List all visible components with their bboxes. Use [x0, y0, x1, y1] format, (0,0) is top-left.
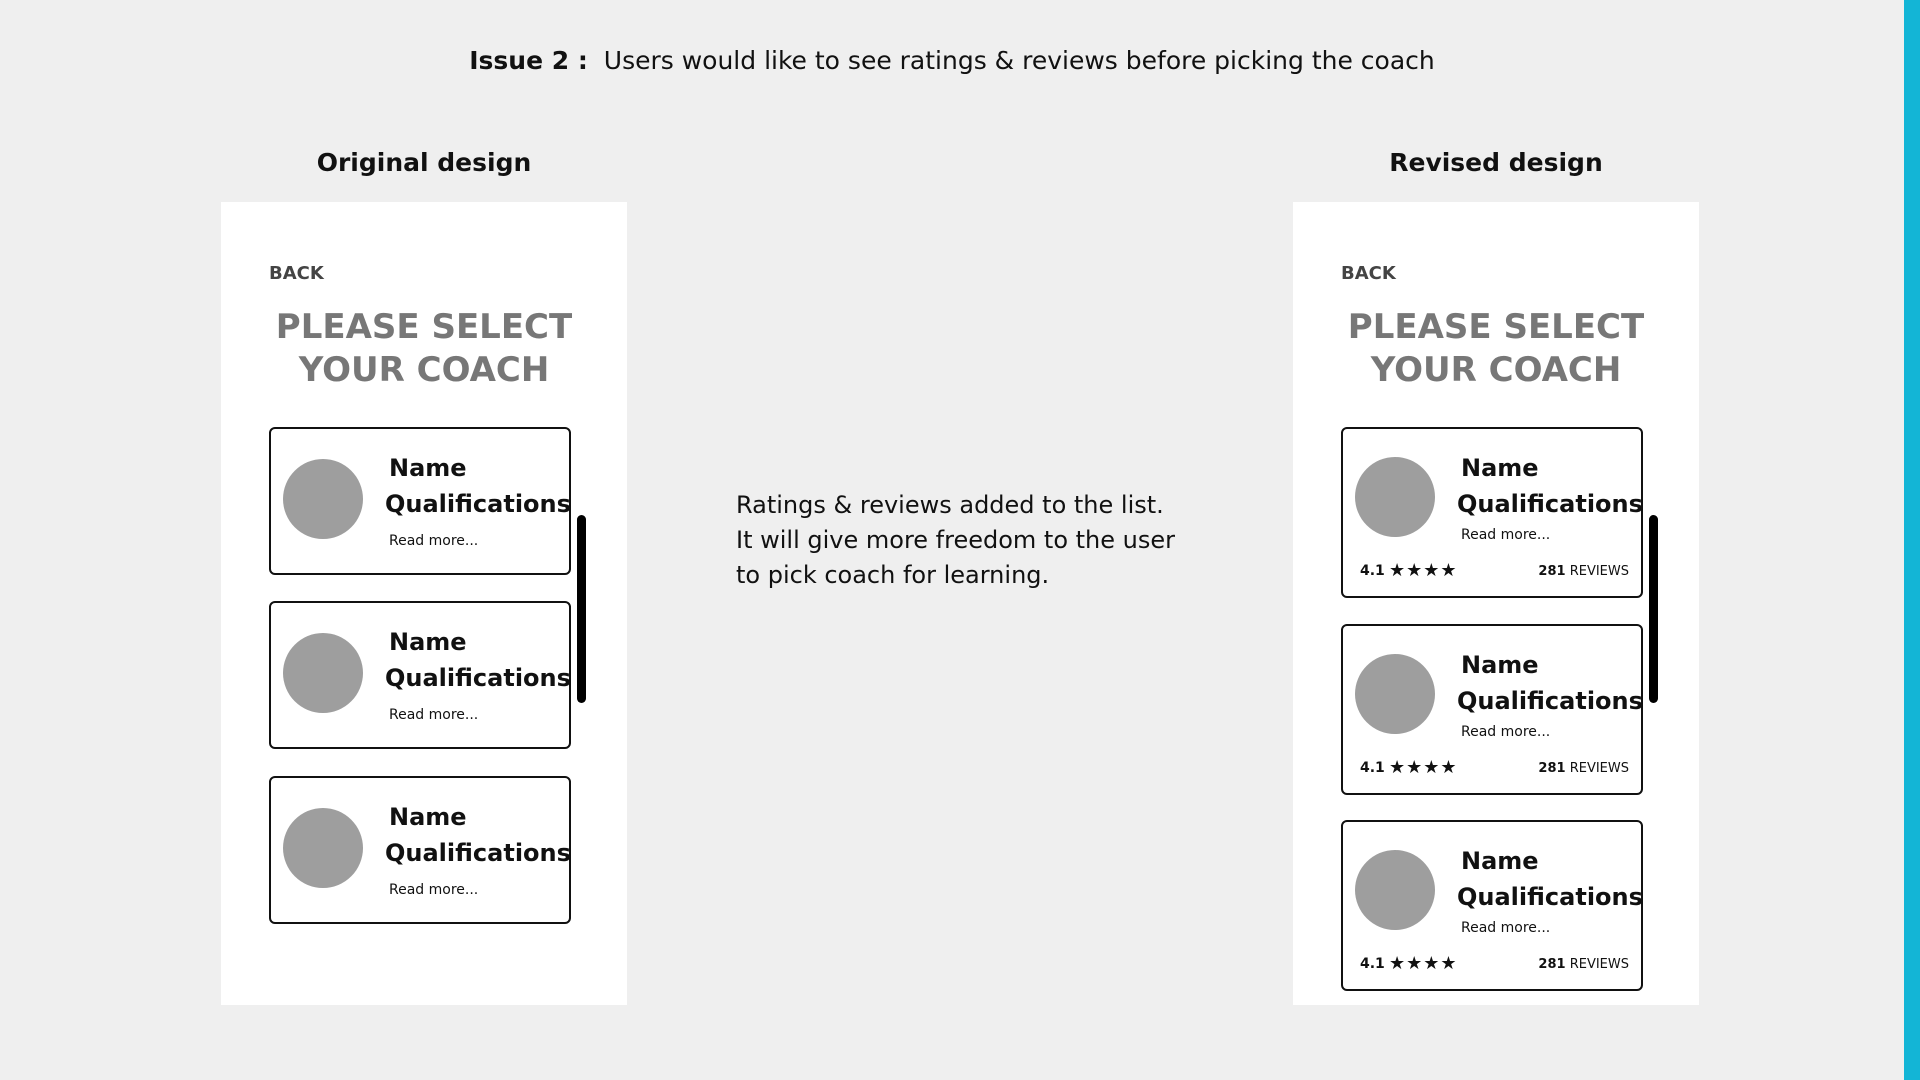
back-button[interactable]: BACK: [1341, 263, 1396, 284]
avatar: [1355, 654, 1435, 734]
review-count[interactable]: [1538, 761, 1629, 776]
avatar: [283, 459, 363, 539]
page-title-line2: YOUR COACH: [1370, 350, 1622, 390]
review-count[interactable]: [1538, 957, 1629, 972]
star-rating-icon: ★★★★: [1389, 560, 1458, 581]
coach-qualifications: Qualifications: [1457, 490, 1643, 518]
avatar: [283, 633, 363, 713]
star-rating-icon: ★★★★: [1389, 953, 1458, 974]
coach-qualifications: Qualifications: [1457, 883, 1643, 911]
page-title-line2: YOUR COACH: [298, 350, 550, 390]
issue-text: Users would like to see ratings & reviews before picking the coach: [603, 46, 1435, 75]
coach-name: Name: [389, 803, 467, 831]
review-count-number: 281: [1538, 957, 1566, 972]
coach-card[interactable]: [1341, 820, 1643, 991]
coach-card[interactable]: [269, 601, 571, 749]
avatar: [1355, 457, 1435, 537]
coach-qualifications: Qualifications: [1457, 687, 1643, 715]
coach-card[interactable]: [1341, 624, 1643, 795]
description-line1: Ratings & reviews added to the list.: [736, 491, 1164, 519]
revised-design-title: Revised design: [1389, 148, 1603, 177]
issue-statement: [0, 46, 1904, 75]
read-more-link[interactable]: Read more...: [1461, 527, 1551, 543]
read-more-link[interactable]: Read more...: [1461, 920, 1551, 936]
read-more-link[interactable]: Read more...: [1461, 724, 1551, 740]
star-rating-icon: ★★★★: [1389, 757, 1458, 778]
revised-phone-screen: [1293, 202, 1699, 1005]
coach-card[interactable]: [269, 776, 571, 924]
issue-label: Issue 2 :: [469, 46, 588, 75]
coach-qualifications: Qualifications: [385, 490, 571, 518]
reviews-label: REVIEWS: [1569, 957, 1629, 972]
page-title: [1293, 306, 1699, 392]
avatar: [1355, 850, 1435, 930]
read-more-link[interactable]: Read more...: [389, 707, 479, 723]
change-description: [736, 488, 1176, 593]
page-title: [221, 306, 627, 392]
review-count-number: 281: [1538, 761, 1566, 776]
page-title-line1: PLEASE SELECT: [275, 307, 573, 347]
scrollbar[interactable]: [577, 515, 586, 703]
review-count[interactable]: [1538, 564, 1629, 579]
original-phone-screen: [221, 202, 627, 1005]
coach-qualifications: Qualifications: [385, 839, 571, 867]
rating-value: 4.1: [1360, 956, 1385, 972]
avatar: [283, 808, 363, 888]
coach-card[interactable]: [269, 427, 571, 575]
back-button[interactable]: BACK: [269, 263, 324, 284]
rating-value: 4.1: [1360, 563, 1385, 579]
coach-qualifications: Qualifications: [385, 664, 571, 692]
rating-value: 4.1: [1360, 760, 1385, 776]
accent-bar: [1904, 0, 1920, 1080]
page-title-line1: PLEASE SELECT: [1347, 307, 1645, 347]
coach-name: Name: [1461, 847, 1539, 875]
scrollbar[interactable]: [1649, 515, 1658, 703]
coach-name: Name: [1461, 454, 1539, 482]
coach-card[interactable]: [1341, 427, 1643, 598]
description-line2: It will give more freedom to the user: [736, 526, 1176, 554]
reviews-label: REVIEWS: [1569, 564, 1629, 579]
coach-name: Name: [389, 454, 467, 482]
read-more-link[interactable]: Read more...: [389, 882, 479, 898]
reviews-label: REVIEWS: [1569, 761, 1629, 776]
coach-name: Name: [389, 628, 467, 656]
coach-name: Name: [1461, 651, 1539, 679]
description-line3: to pick coach for learning.: [736, 561, 1050, 589]
read-more-link[interactable]: Read more...: [389, 533, 479, 549]
original-design-title: Original design: [316, 148, 532, 177]
review-count-number: 281: [1538, 564, 1566, 579]
